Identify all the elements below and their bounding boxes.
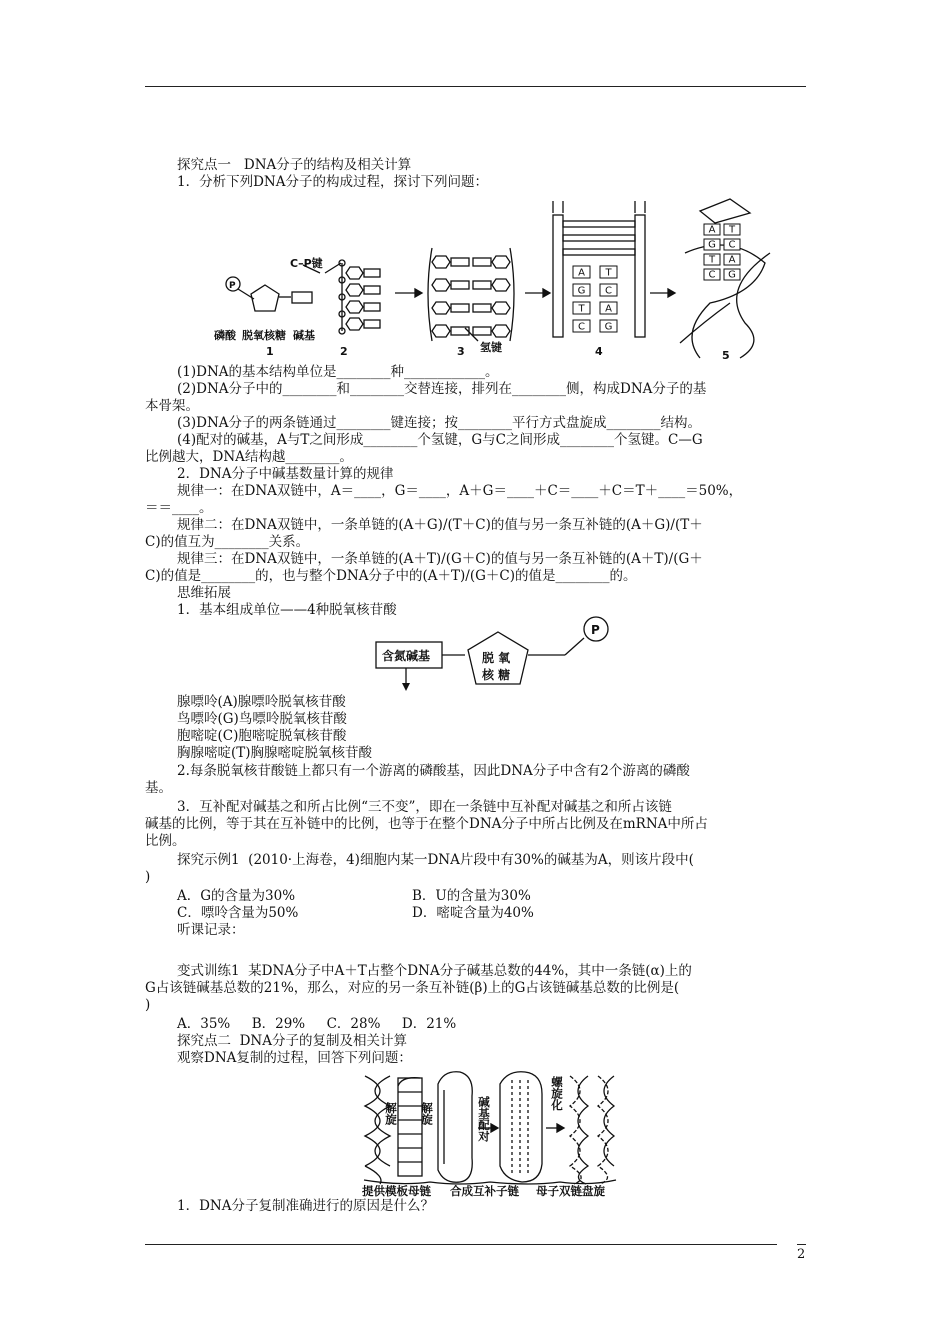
text-line: 3．互补配对碱基之和所占比例“三不变”，即在一条链中互补配对碱基之和所占该链	[177, 799, 672, 815]
sugar-label-bottom: 核 糖	[482, 668, 511, 682]
example-question: )	[145, 869, 151, 885]
ladder-structure	[553, 201, 645, 337]
nucleotide-line: 鸟嘌呤(G)鸟嘌呤脱氧核苷酸	[177, 711, 347, 727]
example-question: 探究示例1 (2010·上海卷，4)细胞内某一DNA片段中有30%的碱基为A，则该片段中(	[177, 852, 694, 868]
step-number-4: 4	[595, 345, 603, 358]
base-box-label: 含氮碱基	[382, 649, 431, 663]
option-b: B．U的含量为30%	[412, 888, 531, 904]
base-pairs-ladder	[573, 266, 617, 333]
text-line: 1．分析下列DNA分子的构成过程，探讨下列问题：	[177, 174, 488, 190]
phosphate-letter: P	[229, 281, 236, 291]
hydrogen-bond-label: 氢键	[480, 341, 502, 354]
variant-question: 变式训练1 某DNA分子中A＋T占整个DNA分子碱基总数的44%，其中一条链(α)上的	[177, 963, 692, 979]
deoxyribose-label: 脱氧核糖	[242, 329, 286, 342]
base-letter: T	[708, 254, 716, 266]
spiral-label: 螺旋化	[550, 1076, 564, 1111]
page-number: 2	[797, 1247, 806, 1262]
question-line: (4)配对的碱基，A与T之间形成________个氢键，G与C之间形成________个氢键。C—G	[177, 432, 703, 448]
backbone-single	[339, 260, 380, 334]
sugar-label-top: 脱 氧	[482, 651, 511, 665]
base-letter: T	[605, 267, 612, 279]
page-number-mark	[797, 1244, 806, 1245]
step-number-3: 3	[457, 345, 465, 358]
rule-line: 规律二：在DNA双链中，一条单链的(A＋G)/(T＋C)的值与另一条互补链的(A＋G)/(T＋	[177, 517, 703, 533]
pairing-label: 碱基配对	[477, 1096, 491, 1142]
rule-line: C)的值互为________关系。	[145, 534, 310, 550]
unwind-label-2: 解旋	[420, 1102, 434, 1125]
base-letter: C	[728, 239, 736, 251]
base-letter: G	[577, 285, 586, 297]
cp-bond-label: C–P键	[290, 257, 323, 270]
option-c: C．嘌呤含量为50%	[177, 905, 299, 921]
rule-line: 规律一：在DNA双链中，A＝____，G＝____，A＋G＝____＋C＝____＋C＝T＋____＝50%，	[177, 483, 743, 499]
question-line: (1)DNA的基本结构单位是________种____________。	[177, 364, 499, 380]
dna-structure-figure	[210, 193, 780, 365]
nucleotide-figure	[370, 612, 620, 698]
question-line: 本骨架。	[145, 398, 199, 414]
text-line: 碱基的比例，等于其在互补链中的比例，也等于在整个DNA分子中所占比例及在mRNA中所占	[145, 816, 708, 832]
text-line: 2.每条脱氧核苷酸链上都只有一个游离的磷酸基，因此DNA分子中含有2个游离的磷酸	[177, 763, 690, 779]
step-number-1: 1	[266, 345, 274, 358]
base-letter: G	[604, 321, 613, 333]
phosphate-label: 磷酸	[214, 329, 236, 342]
base-letter: A	[708, 224, 716, 236]
section-heading-2: 探究点二 DNA分子的复制及相关计算	[177, 1033, 407, 1049]
double-backbone	[428, 248, 514, 341]
double-strand-label: 母子双链盘旋	[536, 1184, 605, 1198]
unwind-label-1: 解旋	[384, 1102, 398, 1125]
notes-label: 听课记录：	[177, 922, 245, 938]
question-line: 1．DNA分子复制准确进行的原因是什么？	[177, 1198, 434, 1214]
base-letter: C	[708, 269, 716, 281]
base-label: 碱基	[293, 329, 315, 342]
base-letter: A	[728, 254, 736, 266]
daughter-strand-label: 合成互补子链	[450, 1184, 519, 1198]
section-heading-1: 探究点一 DNA分子的结构及相关计算	[177, 157, 412, 173]
rule-line: 规律三：在DNA双链中，一条单链的(A＋T)/(G＋C)的值与另一条互补链的(A＋T)/(G＋	[177, 551, 703, 567]
base-letter: A	[605, 303, 612, 315]
option-a: A．G的含量为30%	[177, 888, 296, 904]
footer-rule	[145, 1244, 777, 1245]
base-letter: T	[578, 303, 585, 315]
base-letter: G	[708, 239, 716, 251]
base-letter: C	[578, 321, 585, 333]
text-line: 比例。	[145, 833, 186, 849]
subheading: 2．DNA分子中碱基数量计算的规律	[177, 466, 394, 482]
text-line: 观察DNA复制的过程，回答下列问题：	[177, 1050, 412, 1066]
variant-options: A．35% B．29% C．28% D．21%	[177, 1016, 457, 1032]
rule-line: C)的值是________的，也与整个DNA分子中的(A＋T)/(G＋C)的值是________的。	[145, 568, 637, 584]
question-line: 比例越大，DNA结构越________。	[145, 449, 353, 465]
pentose-pentagon	[251, 285, 279, 311]
nucleotide-line: 腺嘌呤(A)腺嘌呤脱氧核苷酸	[177, 694, 346, 710]
nucleotide-line: 胞嘧啶(C)胞嘧啶脱氧核苷酸	[177, 728, 347, 744]
base-rect	[292, 292, 312, 303]
base-pairs-helix	[704, 224, 740, 281]
base-letter: G	[728, 269, 736, 281]
header-rule	[145, 86, 806, 87]
step-number-2: 2	[340, 345, 348, 358]
base-letter: A	[578, 267, 585, 279]
question-line: (3)DNA分子的两条链通过________键连接；按________平行方式盘旋成________结构。	[177, 415, 702, 431]
text-line: 1．基本组成单位——4种脱氧核苷酸	[177, 602, 397, 618]
text-line: 基。	[145, 780, 172, 796]
base-letter: C	[605, 285, 612, 297]
nucleotide-line: 胸腺嘧啶(T)胸腺嘧啶脱氧核苷酸	[177, 745, 373, 761]
rule-line: ＝＝____。	[145, 500, 213, 516]
step-number-5: 5	[722, 349, 730, 362]
base-letter: T	[728, 224, 736, 236]
subheading: 思维拓展	[177, 585, 231, 601]
phosphate-letter: P	[591, 623, 600, 637]
dna-replication-figure	[360, 1066, 618, 1198]
question-line: (2)DNA分子中的________和________交替连接，排列在________侧，构成DNA分子的基	[177, 381, 707, 397]
variant-question: )	[145, 997, 151, 1013]
template-strand-label: 提供模板母链	[362, 1184, 431, 1198]
variant-question: G占该链碱基总数的21%，那么，对应的另一条互补链(β)上的G占该链碱基总数的比例是(	[145, 980, 680, 996]
option-d: D．嘧啶含量为40%	[412, 905, 534, 921]
